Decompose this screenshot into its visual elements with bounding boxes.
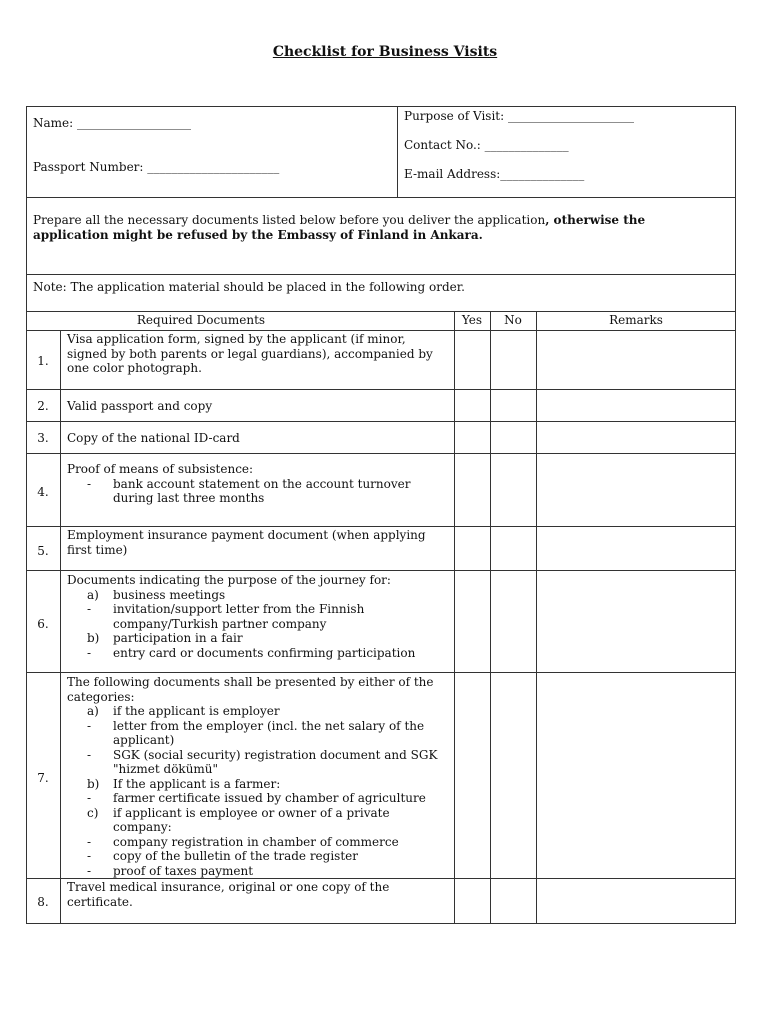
- name-field[interactable]: Name: ___________________: [33, 116, 191, 130]
- column-no: No: [504, 313, 522, 327]
- instruction-text: [33, 213, 723, 242]
- row-number: 6.: [37, 617, 49, 631]
- table-row: Employment insurance payment document (when applying first time): [67, 528, 426, 557]
- row-number: 3.: [37, 431, 49, 445]
- column-remarks: Remarks: [609, 313, 663, 327]
- passport-number-field[interactable]: Passport Number: ______________________: [33, 160, 280, 174]
- page-title: Checklist for Business Visits: [272, 44, 498, 60]
- column-required-documents: Required Documents: [136, 313, 266, 327]
- column-yes: Yes: [461, 313, 483, 327]
- row-number: 1.: [37, 354, 49, 368]
- row-number: 4.: [37, 485, 49, 499]
- row-number: 7.: [37, 771, 49, 785]
- row-number: 2.: [37, 399, 49, 413]
- instruction-warning: , otherwise the application might be refused by the Embassy of Finland in Ankara.: [33, 213, 646, 242]
- table-row: Copy of the national ID-card: [67, 431, 240, 445]
- purpose-of-visit-field[interactable]: Purpose of Visit: _____________________: [404, 109, 634, 123]
- note-text: Note: The application material should be placed in the following order.: [33, 280, 465, 294]
- instruction-normal: Prepare all the necessary documents listed below before you deliver the application: [33, 213, 546, 227]
- row-number: 8.: [37, 895, 49, 909]
- table-row: Proof of means of subsistence: - bank account statement on the account turnover during last three months: [67, 462, 411, 505]
- row-number: 5.: [37, 544, 49, 558]
- table-row: Visa application form, signed by the applicant (if minor, signed by both parents or legal guardians), accompanied by one color photograph.: [67, 332, 433, 375]
- table-row: Documents indicating the purpose of the journey for: a) business meetings - invitation/support letter from the Finnish company/Turkish partner company b) participation in a fair - entry card or documents confirming participation: [67, 573, 416, 660]
- table-row: Valid passport and copy: [67, 399, 213, 413]
- table-row: The following documents shall be presented by either of the categories: a) if the applicant is employer - letter from the employer (incl. the net salary of the applicant) - SGK (social security) registration document and SGK "hizmet dökümü" b) If the applicant is a farmer: - farmer certificate issued by chamber of agriculture c) if applicant is employee or owner of a private company: - company registration in chamber of commerce - copy of the bulletin of the trade register - proof of taxes payment: [67, 675, 438, 878]
- table-row: Travel medical insurance, original or one copy of the certificate.: [67, 880, 390, 909]
- email-address-field[interactable]: E-mail Address:______________: [404, 167, 585, 181]
- contact-number-field[interactable]: Contact No.: ______________: [404, 138, 569, 152]
